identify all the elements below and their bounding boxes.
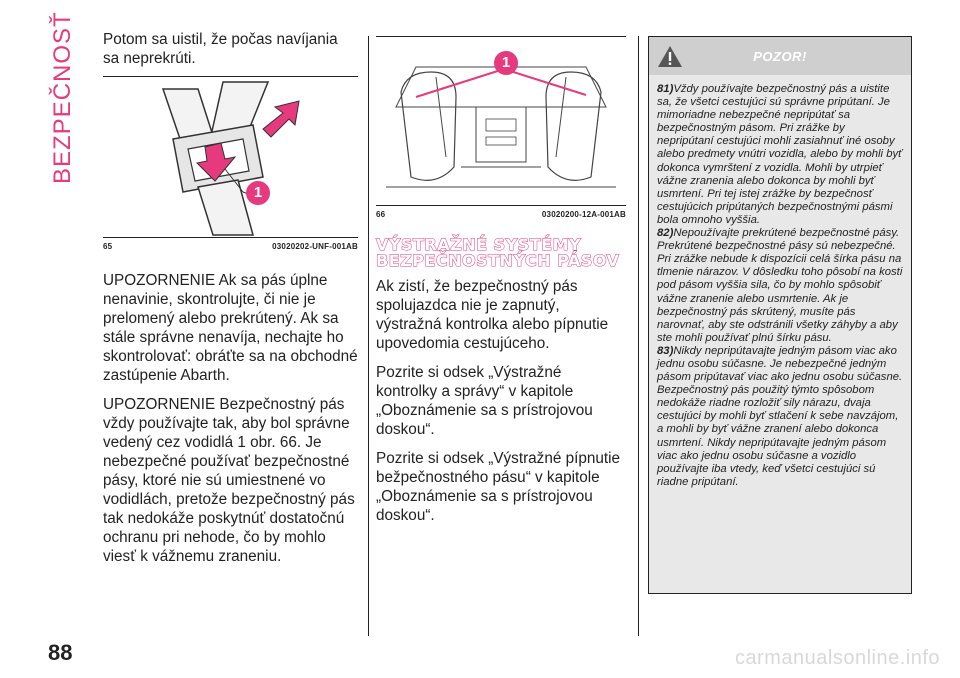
warning-item-text: Nikdy nepripútavajte jedným pásom viac ako jednu osobu súčasne. Je nebezpečné jedným pásom pripútavať viac ako jednu osobu súčasne. Bezpečnostný pás použitý týmto spôsobom nedokáže riadne rozložiť sily nárazu, dvaja cestujúci by mohli byť stlačení k sebe navzájom, a mohli by byť vážne zranení alebo dokonca usmrtení. Nikdy nepripútavajte jedným pásom viac ako jednu osobu súčasne a vozidlo používajte iba vtedy, keď všetci cestujúci sú riadne pripútaní. (657, 344, 903, 488)
figure-code: 03020202-UNF-001AB (272, 242, 358, 251)
column-divider (368, 36, 369, 636)
intro-text: Potom sa uistil, že počas navíjania sa neprekrúti. (103, 31, 338, 67)
section-title: BEZPEČNOSŤ (49, 11, 76, 184)
warning-item-text: Nepoužívajte prekrútené bezpečnostné pásy. Prekrútené bezpečnostné pásy sú nebezpečné. Pri zrážke nebude k dispozícii celá šírka pásu na tlmenie nárazov. V dôsledku toho pôsobí na kosti pod pásom vyššia sila, čo by mohlo spôsobiť vážne zranenie alebo usmrtenie. Ak je bezpečnostný pás skrútený, musíte pás narovnať, aby ste odstránili všetky záhyby a aby ste mohli používať plnú šírku pásu. (657, 227, 903, 344)
callout-1-badge: 1 (494, 51, 518, 75)
callout-1-badge: 1 (246, 181, 270, 205)
figure-caption (103, 242, 358, 251)
warning-header (649, 37, 911, 75)
figure-seat-guides (376, 36, 626, 206)
warning-item-number: 81) (657, 83, 674, 95)
figure-caption (376, 210, 626, 219)
watermark: carmanualsonline.info (734, 647, 940, 669)
seatbelt-buckle-illustration (103, 77, 358, 237)
page-number: 88 (48, 640, 73, 665)
figure-code: 03020200-12A-001AB (541, 210, 626, 219)
figure-number: 65 (103, 242, 113, 251)
notice-paragraph-2: UPOZORNENIE Bezpečnostný pás vždy používajte tak, aby bol správne vedený cez vodidlá 1 obr. 66. Je nebezpečné používať bezpečnostné pásy, ktoré nie sú umiestnené vo vodidlách, pretože bezpečnostný pás tak nedokáže poskytnúť dostatočnú ochranu pri nehode, čo by mohlo viesť k vážnemu zraneniu. (103, 396, 355, 565)
section-heading: VÝSTRAŽNÉ SYSTÉMY BEZPEČNOSTNÝCH PÁSOV (376, 235, 620, 270)
warning-box (648, 36, 912, 594)
column-1 (103, 30, 358, 566)
figure-seatbelt-buckle (103, 76, 358, 238)
column-divider (638, 36, 639, 636)
column-3 (648, 36, 912, 594)
body-paragraph-2: Pozrite si odsek „Výstražné kontrolky a správy“ v kapitole „Oboznámenie sa s prístrojovou doskou“. (376, 364, 593, 438)
column-2 (376, 30, 626, 525)
warning-body (649, 75, 911, 489)
warning-item (657, 227, 903, 345)
body-paragraph-1: Ak zistí, že bezpečnostný pás spolujazdca nie je zapnutý, výstražná kontrolka alebo pípnutie upovedomia cestujúceho. (376, 278, 609, 352)
warning-item-number: 83) (657, 344, 674, 357)
warning-item-text: Vždy používajte bezpečnostný pás a uistite sa, že všetci cestujúci sú správne pripútaní. Je mimoriadne nebezpečné nepripútať sa bezpečnostným pásom. Pri zrážke by nepripútaní cestujúci mohli zasiahnuť iné osoby alebo predmety vnútri vozidla, alebo by mohli byť dokonca vymrštení z vozidla. Mohli by utrpieť vážne zranenia alebo dokonca by mohli byť usmrtení. Pri tej istej zrážke by bezpečnosť cestujúcich pripútaných bezpečnostnými pásmi bola omnoho vyššia. (657, 83, 903, 226)
body-paragraph-3: Pozrite si odsek „Výstražné pípnutie bežpečnostného pásu“ v kapitole „Oboznámenie sa s prístrojovou doskou“. (376, 450, 621, 524)
warning-item-number: 82) (657, 227, 674, 240)
warning-item (657, 83, 903, 227)
notice-paragraph-1: UPOZORNENIE Ak sa pás úplne nenavinie, skontrolujte, či nie je prelomený alebo prekrútený. Ak sa stále správne nenavíja, nechajte ho skontrolovať: obráťte sa na obchodné zastúpenie Abarth. (103, 272, 358, 384)
warning-item (657, 345, 903, 489)
figure-number: 66 (376, 210, 386, 219)
warning-title: POZOR! (753, 49, 807, 64)
